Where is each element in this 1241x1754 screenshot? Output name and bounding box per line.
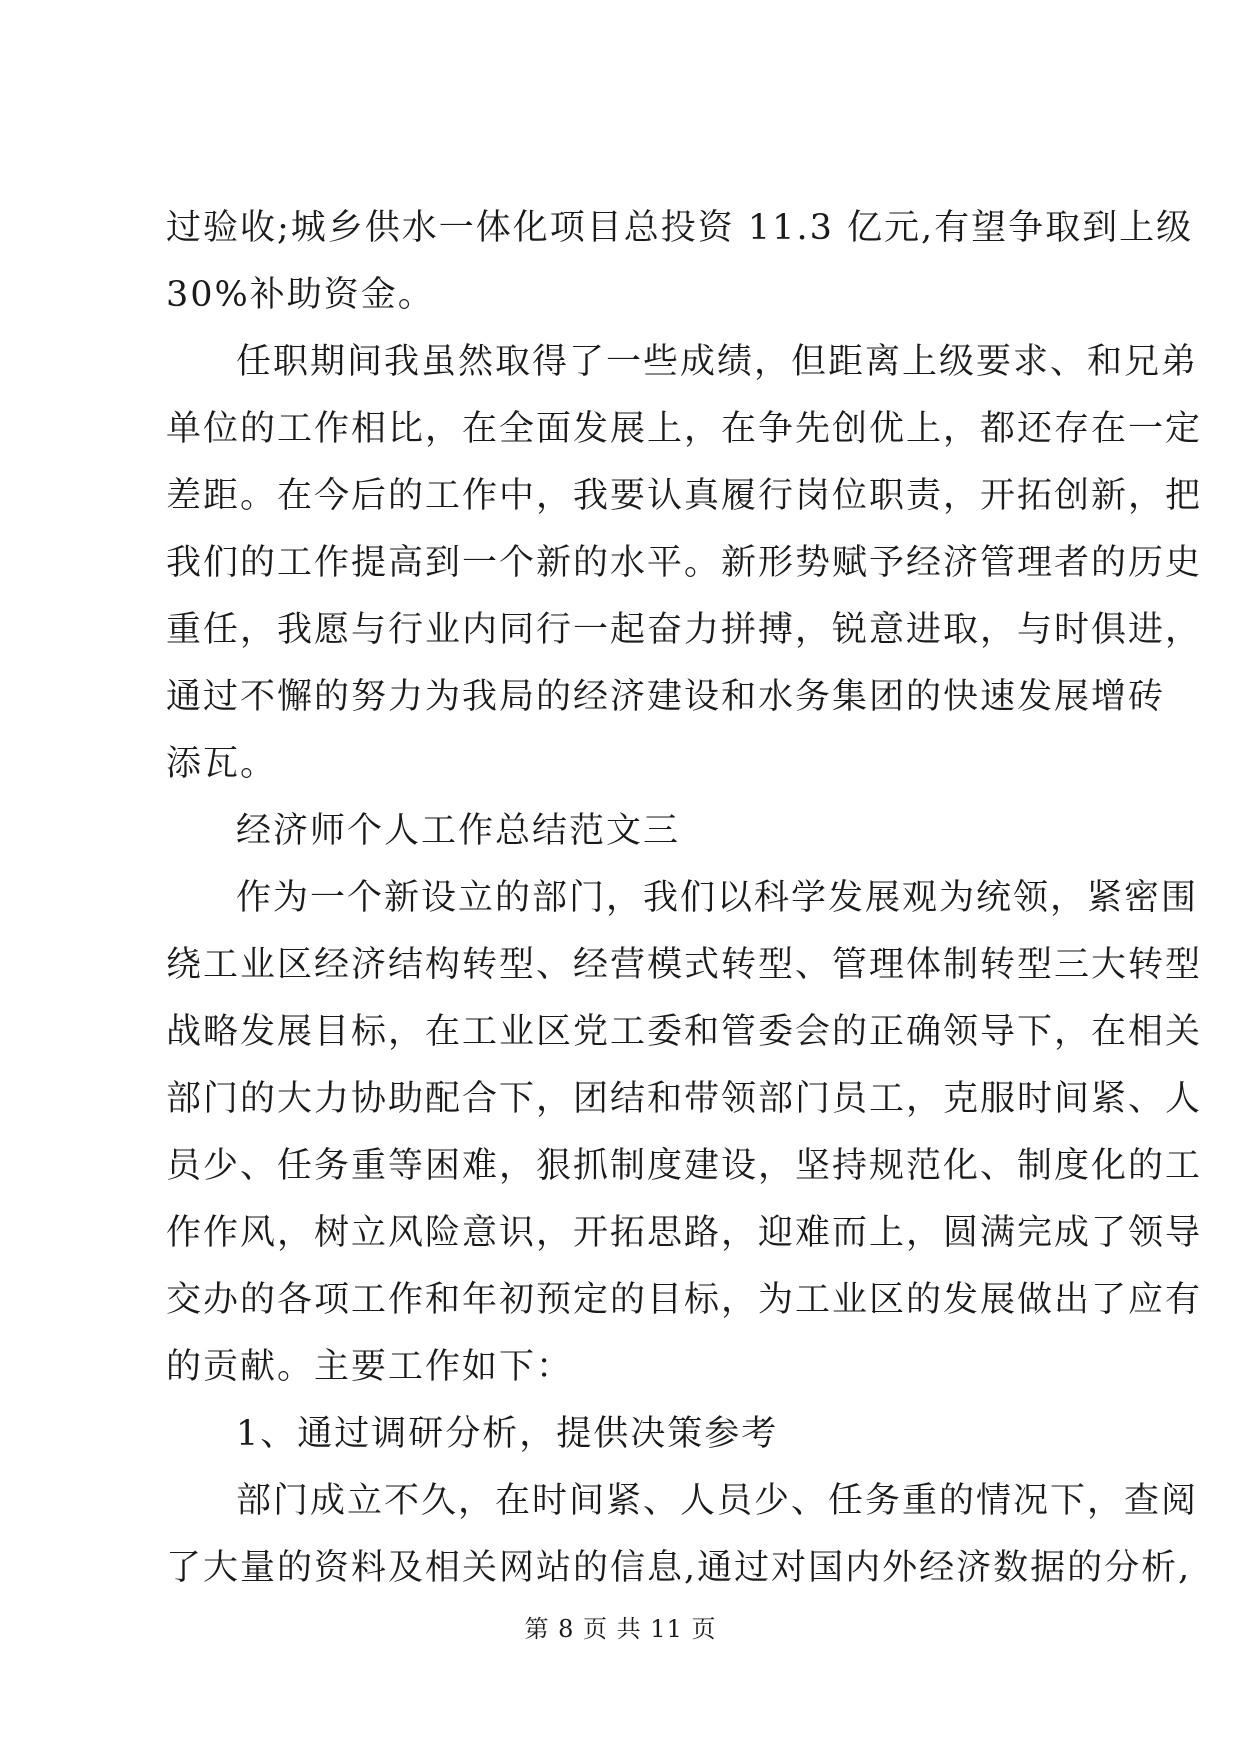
body-line-7: 重任，我愿与行业内同行一起奋力拼搏，锐意进取，与时俱进， [166, 610, 1203, 650]
body-line-2: 30%补助资金。 [166, 275, 435, 315]
document-body [166, 201, 1203, 1608]
body-line-18: 的贡献。主要工作如下： [166, 1347, 574, 1387]
section-heading: 经济师个人工作总结范文三 [236, 811, 681, 851]
body-line-5: 差距。在今后的工作中，我要认真履行岗位职责，开拓创新，把 [166, 476, 1203, 516]
body-line-17: 交办的各项工作和年初预定的目标，为工业区的发展做出了应有 [166, 1280, 1203, 1320]
body-line-13: 战略发展目标，在工业区党工委和管委会的正确领导下，在相关 [166, 1012, 1203, 1052]
body-line-4: 单位的工作相比，在全面发展上，在争先创优上，都还存在一定 [166, 409, 1203, 449]
body-line-8: 通过不懈的努力为我局的经济建设和水务集团的快速发展增砖 [166, 677, 1166, 717]
page-number-footer: 第 8 页 共 11 页 [524, 1615, 717, 1643]
paragraph-first-line: 作为一个新设立的部门，我们以科学发展观为统领，紧密围 [236, 878, 1199, 918]
body-line-9: 添瓦。 [166, 744, 278, 784]
body-line-6: 我们的工作提高到一个新的水平。新形势赋予经济管理者的历史 [166, 543, 1203, 583]
paragraph-first-line: 任职期间我虽然取得了一些成绩，但距离上级要求、和兄弟 [236, 342, 1199, 382]
body-line-21: 了大量的资料及相关网站的信息,通过对国内外经济数据的分析, [166, 1548, 1192, 1588]
body-line-14: 部门的大力协助配合下，团结和带领部门员工，克服时间紧、人 [166, 1079, 1203, 1119]
paragraph-first-line: 部门成立不久，在时间紧、人员少、任务重的情况下，查阅 [236, 1481, 1199, 1521]
numbered-heading: 1、通过调研分析，提供决策参考 [236, 1414, 779, 1454]
body-line-16: 作作风，树立风险意识，开拓思路，迎难而上，圆满完成了领导 [166, 1213, 1203, 1253]
body-line-12: 绕工业区经济结构转型、经营模式转型、管理体制转型三大转型 [166, 945, 1203, 985]
body-line-1: 过验收;城乡供水一体化项目总投资 11.3 亿元,有望争取到上级 [166, 208, 1194, 248]
body-line-15: 员少、任务重等困难，狠抓制度建设，坚持规范化、制度化的工 [166, 1146, 1203, 1186]
